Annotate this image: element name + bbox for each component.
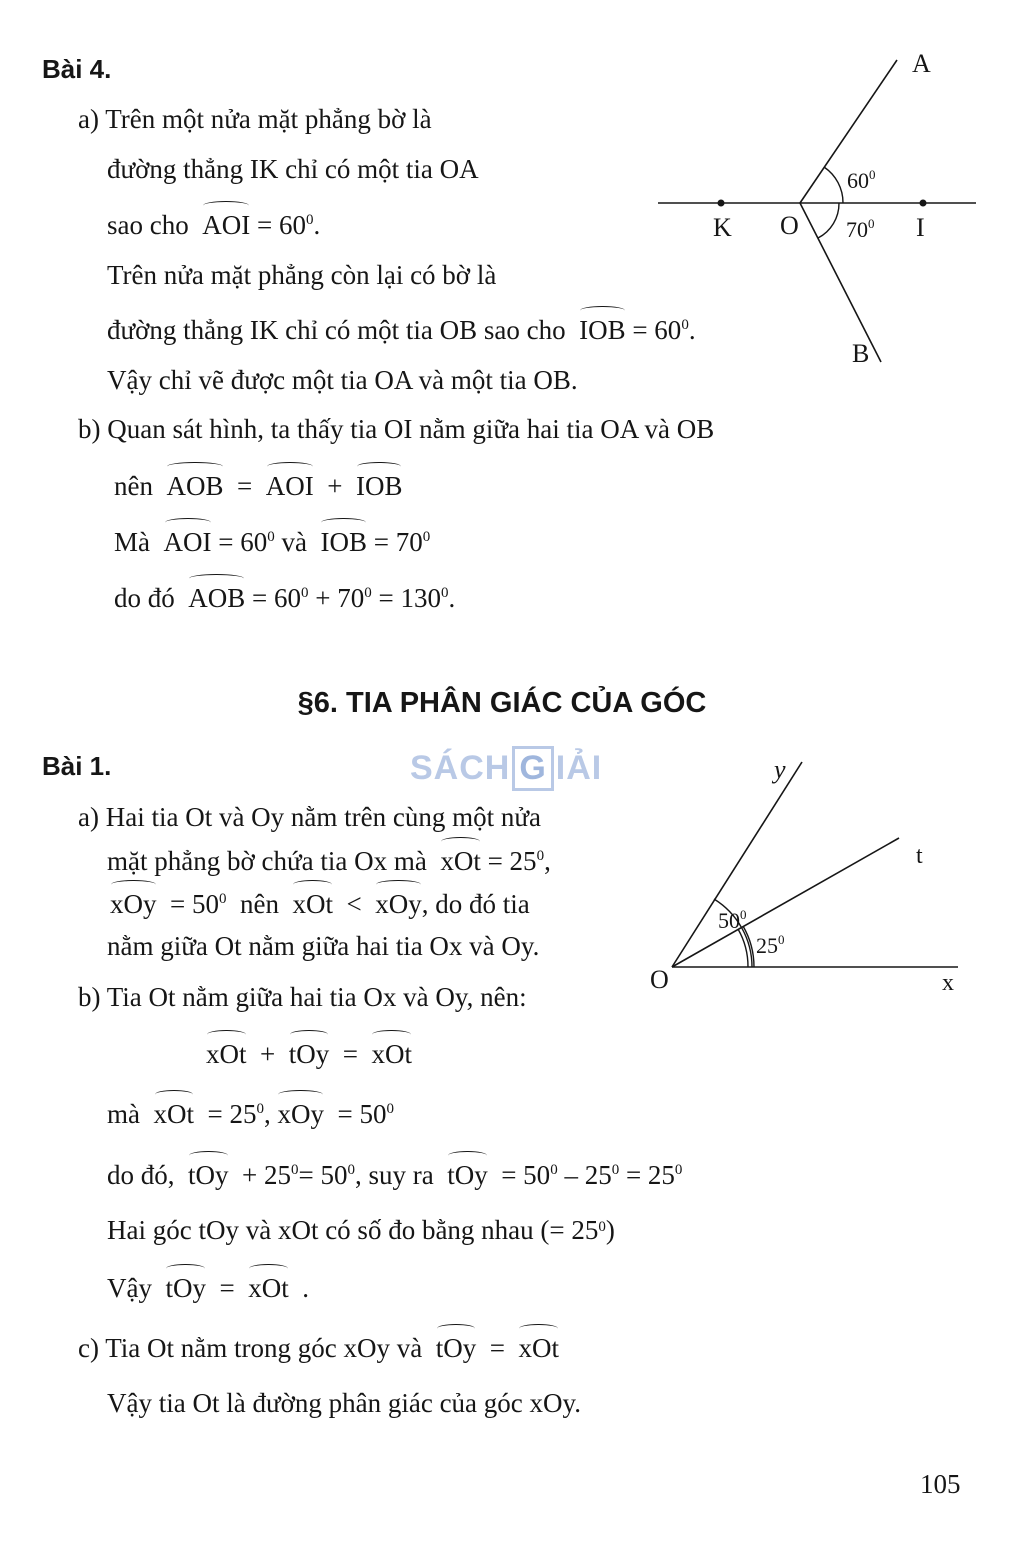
text: + [327, 471, 343, 501]
text: + [260, 1039, 276, 1069]
angle-label-50: $50^0$ [718, 907, 747, 933]
angle-IOB: IOB [356, 468, 403, 502]
angle-tOy: tOy [188, 1157, 229, 1191]
degree: 0 [422, 529, 431, 545]
text: Hai góc tOy và xOt có số đo bằng nhau (= 25 [107, 1215, 599, 1245]
figure-angles-aob [640, 40, 990, 380]
text: Mà [114, 527, 150, 557]
bai4-a-line6: Vậy chỉ vẽ được một tia OA và một tia OB. [107, 365, 578, 395]
label-o: O [650, 965, 669, 994]
label-y: y [774, 755, 786, 784]
label-k: K [713, 213, 732, 242]
text: mặt phẳng bờ chứa tia Ox mà [107, 846, 427, 876]
angle-AOI: AOI [266, 468, 314, 502]
angle-tOy: tOy [436, 1330, 477, 1364]
angle-IOB: IOB [579, 312, 626, 346]
text: – 25 [557, 1160, 612, 1190]
degree: 0 [611, 1162, 620, 1178]
text: đường thẳng IK chỉ có một tia OB sao cho [107, 315, 566, 345]
text: nên [239, 889, 279, 919]
angle-IOB: IOB [320, 524, 367, 558]
text: = 130 [371, 583, 441, 613]
text: mà [107, 1099, 140, 1129]
angle-AOB: AOB [188, 580, 245, 614]
text: = [489, 1333, 505, 1363]
text: SÁCH [410, 749, 511, 787]
degree: 0 [256, 1101, 264, 1117]
text: = 60 [256, 210, 306, 240]
angle-xOt: xOt [518, 1330, 559, 1364]
angle-xOy: xOy [110, 886, 157, 920]
label-x: x [942, 970, 954, 996]
bai1-heading: Bài 1. [42, 751, 112, 781]
angle-tOy: tOy [289, 1036, 330, 1070]
bai4-a-line5 [107, 312, 696, 346]
text: + 70 [308, 583, 365, 613]
degree: 0 [386, 1101, 394, 1117]
text: = 50 [337, 1099, 387, 1129]
bai1-b-line6 [107, 1270, 309, 1304]
degree: 0 [598, 1219, 606, 1235]
angle-AOB: AOB [166, 468, 223, 502]
bai4-a-line4: Trên nửa mặt phẳng còn lại có bờ là [107, 260, 497, 290]
point-k [718, 200, 725, 207]
bai4-b-line3 [114, 524, 430, 558]
text: = 50 [170, 889, 219, 919]
bai4-b-line1: b) Quan sát hình, ta thấy tia OI nằm giữa hai tia OA và OB [78, 414, 715, 444]
text: = [342, 1039, 358, 1069]
text: và [281, 527, 307, 557]
text: = 60 [632, 315, 682, 345]
bai1-a-line2 [107, 843, 551, 877]
label-i: I [916, 213, 925, 242]
angle-tOy: tOy [165, 1270, 206, 1304]
text: = [219, 1273, 235, 1303]
angle-xOt: xOt [440, 843, 481, 877]
degree: 0 [305, 212, 314, 228]
angle-xOy: xOy [277, 1096, 324, 1130]
text: . [688, 315, 696, 345]
page-number: 105 [920, 1469, 961, 1499]
degree: 0 [290, 1162, 299, 1178]
degree: 0 [536, 848, 545, 864]
angle-tOy: tOy [447, 1157, 488, 1191]
bai4-a-line3 [107, 207, 320, 241]
figure-angles-xoy [640, 750, 980, 1000]
text: nên [114, 471, 153, 501]
text: = 60 [252, 583, 301, 613]
text: Vậy [107, 1273, 152, 1303]
text: IẢI [555, 749, 603, 787]
text: = 25 [619, 1160, 675, 1190]
text: G [512, 746, 553, 791]
angle-AOI: AOI [202, 207, 250, 241]
angle-xOt: xOt [248, 1270, 289, 1304]
angle-label-25: $25^0$ [756, 932, 785, 958]
label-o: O [780, 211, 799, 240]
degree: 0 [440, 585, 449, 601]
text: sao cho [107, 210, 189, 240]
watermark-logo [410, 746, 602, 791]
text: do đó, [107, 1160, 175, 1190]
angle-xOt: xOt [154, 1096, 195, 1130]
angle-AOI: AOI [164, 524, 212, 558]
text: = 50 [298, 1160, 348, 1190]
text: . [448, 583, 456, 613]
text: = 60 [218, 527, 268, 557]
text: = 70 [373, 527, 423, 557]
angle-label-60: $60^0$ [847, 167, 876, 193]
angle-xOy: xOy [375, 886, 422, 920]
text: = 25 [207, 1099, 257, 1129]
degree: 0 [364, 585, 372, 601]
text: do đó [114, 583, 175, 613]
bai1-b-line1: b) Tia Ot nằm giữa hai tia Ox và Oy, nên: [78, 982, 527, 1012]
bai1-a-line1: a) Hai tia Ot và Oy nằm trên cùng một nửa [78, 802, 541, 832]
degree: 0 [674, 1162, 683, 1178]
degree: 0 [301, 585, 309, 601]
bai1-b-line5 [107, 1214, 615, 1246]
text: c) Tia Ot nằm trong góc xOy và [78, 1333, 423, 1363]
bai1-b-line4 [107, 1157, 682, 1191]
bai1-c-line2: Vậy tia Ot là đường phân giác của góc xOy. [107, 1388, 582, 1418]
arc-60 [824, 167, 843, 203]
bai1-a-line3 [110, 886, 530, 920]
degree: 0 [267, 529, 275, 545]
degree: 0 [550, 1162, 558, 1178]
bai4-heading: Bài 4. [42, 54, 112, 84]
text: , [263, 1099, 271, 1129]
bai1-c-line1 [78, 1330, 559, 1364]
degree: 0 [347, 1162, 355, 1178]
text: , [544, 846, 551, 876]
text: < [346, 889, 362, 919]
angle-xOt: xOt [371, 1036, 412, 1070]
text: = 50 [501, 1160, 551, 1190]
label-a: A [912, 49, 931, 78]
bai1-b-line3 [107, 1096, 394, 1130]
angle-label-70: $70^0$ [846, 216, 875, 242]
text: = 25 [487, 846, 537, 876]
text: , do đó tia [421, 889, 530, 919]
bai1-b-line2 [206, 1036, 412, 1070]
bai1-a-line4: nằm giữa Ot nằm giữa hai tia Ox và Oy. [107, 931, 540, 961]
label-t: t [916, 843, 923, 869]
ray-ot [672, 838, 899, 967]
section-title: §6. TIA PHÂN GIÁC CỦA GÓC [297, 687, 707, 719]
angle-xOt: xOt [206, 1036, 247, 1070]
text: ) [605, 1215, 615, 1245]
bai4-a-line2: đường thẳng IK chỉ có một tia OA [107, 154, 479, 184]
bai4-b-line2 [114, 468, 402, 502]
label-b: B [852, 339, 870, 368]
angle-xOt: xOt [292, 886, 333, 920]
text: = [237, 471, 253, 501]
text: . [302, 1273, 309, 1303]
degree: 0 [218, 891, 227, 907]
bai4-a-line1: a) Trên một nửa mặt phẳng bờ là [78, 104, 432, 134]
text: , suy ra [354, 1160, 434, 1190]
bai4-b-line4 [114, 580, 455, 614]
text: . [313, 210, 321, 240]
text: + 25 [242, 1160, 291, 1190]
arc-25-inner [738, 929, 748, 967]
degree: 0 [681, 317, 689, 333]
arc-70 [818, 203, 839, 238]
point-i [920, 200, 927, 207]
